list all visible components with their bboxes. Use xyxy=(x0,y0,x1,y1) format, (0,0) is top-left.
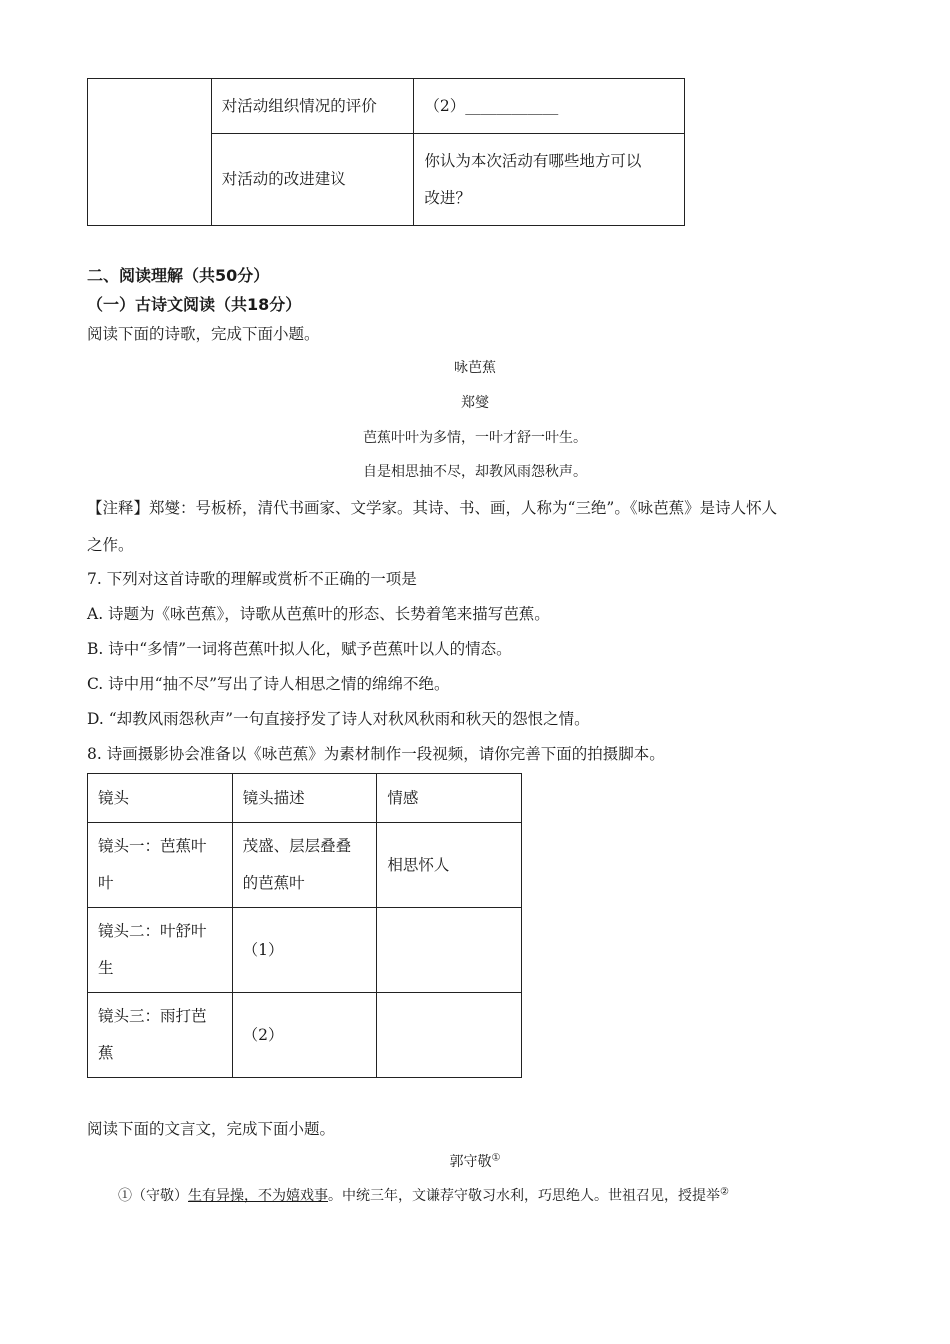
poem-line: 自是相思抽不尽，却教风雨怨秋声。 xyxy=(363,464,587,480)
table-header: 情感 xyxy=(377,774,522,823)
classical-title: 郭守敬① xyxy=(449,1152,501,1170)
table-cell-answer: 你认为本次活动有哪些地方可以 改进？ xyxy=(414,134,685,226)
poem-line: 芭蕉叶叶为多情，一叶才舒一叶生。 xyxy=(363,430,587,446)
question-7-option-a: A. 诗题为《咏芭蕉》，诗歌从芭蕉叶的形态、长势着笔来描写芭蕉。 xyxy=(87,605,550,623)
activity-evaluation-table xyxy=(87,78,685,226)
question-7-option-b: B. 诗中“多情”一词将芭蕉叶拟人化，赋予芭蕉叶以人的情态。 xyxy=(87,640,512,658)
question-7-stem: 7. 下列对这首诗歌的理解或赏析不正确的一项是 xyxy=(87,570,417,588)
table-row: 镜头三：雨打芭 蕉 （2） xyxy=(88,993,522,1078)
reading-instruction: 阅读下面的诗歌，完成下面小题。 xyxy=(87,325,320,343)
poem-author: 郑燮 xyxy=(461,395,489,411)
table-header: 镜头描述 xyxy=(232,774,377,823)
table-row: 镜头一：芭蕉叶 叶 茂盛、层层叠叠 的芭蕉叶 相思怀人 xyxy=(88,823,522,908)
annotation-note-cont: 之作。 xyxy=(87,536,134,554)
question-8-stem: 8. 诗画摄影协会准备以《咏芭蕉》为素材制作一段视频，请你完善下面的拍摄脚本。 xyxy=(87,745,665,763)
classical-paragraph: ①（守敬）生有异操，不为嬉戏事。中统三年，文谦荐守敬习水利，巧思绝人。世祖召见，授提举② xyxy=(118,1186,729,1204)
table-row: 镜头二：叶舒叶 生 （1） xyxy=(88,908,522,993)
poem-title: 咏芭蕉 xyxy=(454,360,496,376)
table-cell-label: 对活动的改进建议 xyxy=(211,134,414,226)
table-cell-label: 对活动组织情况的评价 xyxy=(211,79,414,134)
annotation-note: 【注释】郑燮：号板桥，清代书画家、文学家。其诗、书、画，人称为“三绝”。《咏芭蕉》是诗人怀人 xyxy=(87,499,778,517)
shooting-script-table xyxy=(87,773,522,1078)
question-7-option-d: D. “却教风雨怨秋声”一句直接抒发了诗人对秋风秋雨和秋天的怨恨之情。 xyxy=(87,710,590,728)
section-subtitle: （一）古诗文阅读（共18分） xyxy=(87,295,302,314)
table-header: 镜头 xyxy=(88,774,233,823)
classical-instruction: 阅读下面的文言文，完成下面小题。 xyxy=(87,1120,336,1138)
question-7-option-c: C. 诗中用“抽不尽”写出了诗人相思之情的绵绵不绝。 xyxy=(87,675,450,693)
table-cell-empty xyxy=(88,79,212,226)
underlined-phrase: 生有异操，不为嬉戏事 xyxy=(188,1188,328,1204)
table-cell-answer: （2）____________ xyxy=(414,79,685,134)
section-title: 二、阅读理解（共50分） xyxy=(87,266,270,285)
